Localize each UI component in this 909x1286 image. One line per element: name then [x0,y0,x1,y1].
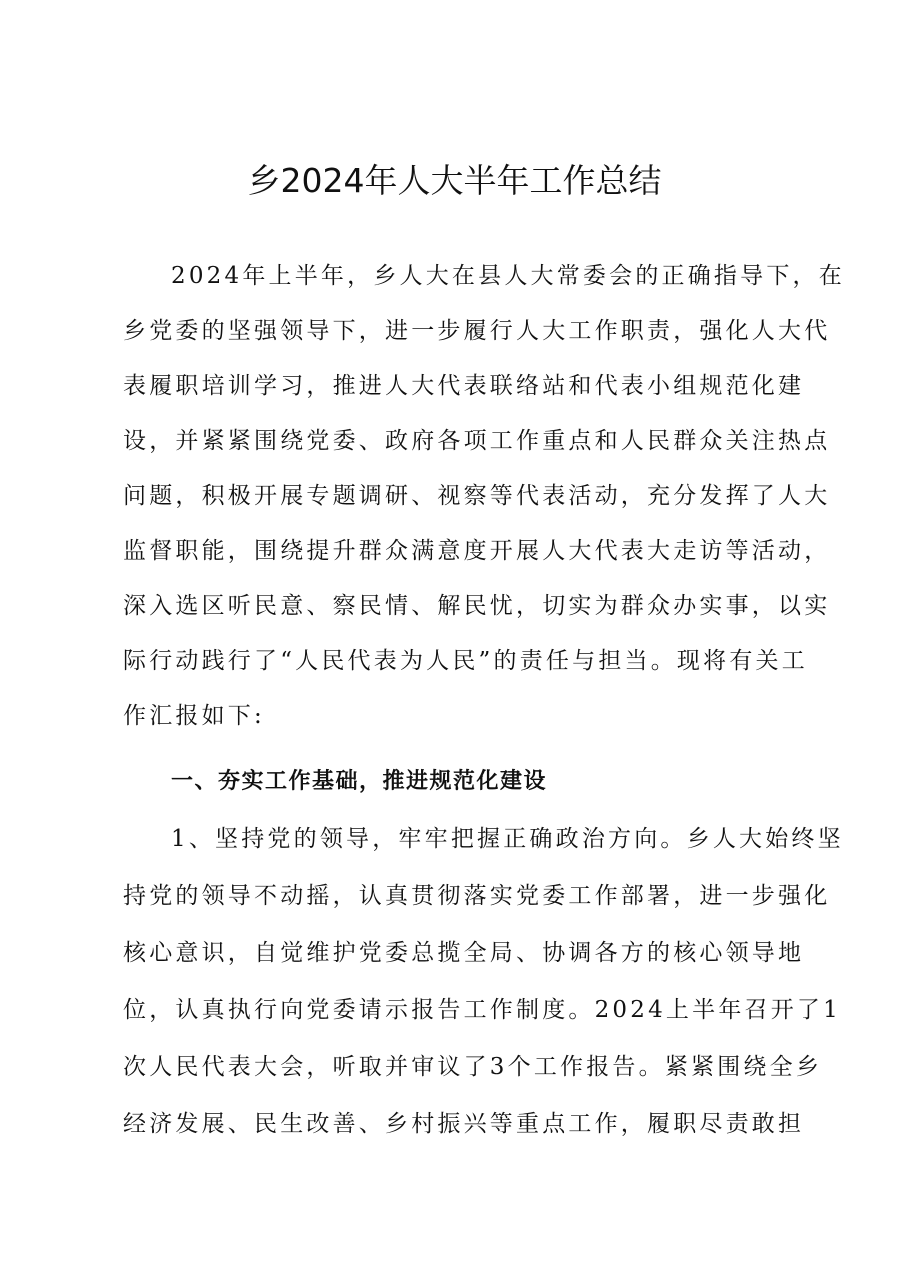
paragraph-2-line-4: 位，认真执行向党委请示报告工作制度。2024上半年召开了1 [123,997,841,1023]
paragraph-1-line-6: 监督职能，围绕提升群众满意度开展人大代表大走访等活动， [123,538,831,564]
paragraph-1-line-3: 表履职培训学习，推进人大代表联络站和代表小组规范化建 [123,373,805,399]
paragraph-1-line-4: 设，并紧紧围绕党委、政府各项工作重点和人民群众关注热点 [123,428,831,454]
paragraph-1-line-7: 深入选区听民意、察民情、解民忧，切实为群众办实事，以实 [123,593,831,619]
paragraph-1-line-8: 际行动践行了“人民代表为人民”的责任与担当。现将有关工 [123,648,808,674]
paragraph-2-line-5: 次人民代表大会，听取并审议了3个工作报告。紧紧围绕全乡 [123,1054,823,1080]
paragraph-2-line-1: 1、坚持党的领导，牢牢把握正确政治方向。乡人大始终坚 [171,826,844,852]
document-title: 乡2024年人大半年工作总结 [247,161,662,200]
paragraph-2-line-3: 核心意识，自觉维护党委总揽全局、协调各方的核心领导地 [123,940,805,966]
paragraph-1-line-2: 乡党委的坚强领导下，进一步履行人大工作职责，强化人大代 [123,318,831,344]
paragraph-1-line-1: 2024年上半年，乡人大在县人大常委会的正确指导下，在 [171,263,845,289]
section-1-heading: 一、夯实工作基础，推进规范化建设 [171,769,548,794]
paragraph-2-line-6: 经济发展、民生改善、乡村振兴等重点工作，履职尽责敢担 [123,1111,805,1137]
paragraph-2-line-2: 持党的领导不动摇，认真贯彻落实党委工作部署，进一步强化 [123,883,831,909]
paragraph-1-line-9: 作汇报如下: [123,703,265,729]
paragraph-1-line-5: 问题，积极开展专题调研、视察等代表活动，充分发挥了人大 [123,483,831,509]
